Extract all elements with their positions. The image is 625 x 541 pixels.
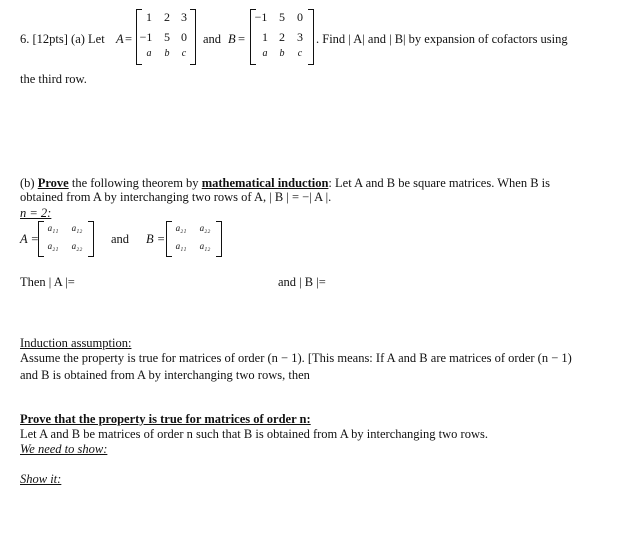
matrix-b-cell: 5: [279, 10, 285, 24]
matrix-b-name: B: [228, 32, 236, 46]
small-matrix-b-cell: a₁₂: [199, 241, 211, 251]
induction-heading: Induction assumption:: [20, 336, 132, 350]
matrix-b-cell: 1: [262, 30, 268, 44]
and-label-small: and: [111, 232, 130, 246]
matrix-a-cell: c: [181, 48, 187, 59]
matrix-a-cell: 1: [146, 10, 152, 24]
matrix-b-cell: 3: [297, 30, 303, 44]
prove-heading: Prove that the property is true for matrices of order n:: [20, 412, 311, 426]
small-matrix-a-cell: a₂₂: [71, 241, 83, 251]
base-case-label: n = 2:: [20, 206, 52, 220]
matrix-b-cell: a: [262, 48, 268, 59]
small-matrix-b-name: B =: [146, 232, 166, 246]
small-matrix-a-cell: a₁₂: [71, 223, 83, 233]
and-label: and: [203, 32, 222, 46]
part-a-instruction: . Find | A| and | B| by expansion of cofactors using: [316, 32, 568, 46]
matrix-b-cell: b: [279, 48, 285, 59]
method-name: mathematical induction: [201, 176, 329, 190]
small-matrix-a-name: A =: [20, 232, 39, 246]
problem-label: 6. [12pts] (a) Let: [20, 32, 105, 46]
small-matrix-a-cell: a₁₁: [47, 223, 59, 233]
matrix-b-cell: 2: [279, 30, 285, 44]
small-matrix-a-cell: a₂₁: [47, 241, 59, 251]
intro-middle: the following theorem by: [68, 176, 202, 190]
matrix-b-cell: c: [297, 48, 303, 59]
then-det-a: Then | A |=: [20, 275, 75, 289]
matrix-a: [136, 9, 196, 65]
equals-sign-b: =: [238, 32, 246, 46]
matrix-a-cell: 0: [181, 30, 187, 44]
matrix-a-cell: 2: [164, 10, 170, 24]
matrix-a-cell: −1: [139, 30, 153, 44]
matrix-b-cell: 0: [297, 10, 303, 24]
matrix-a-cell: 3: [181, 10, 187, 24]
small-matrix-b-cell: a₁₁: [175, 241, 187, 251]
prove-word: Prove: [37, 176, 69, 190]
equals-sign-a: =: [125, 32, 133, 46]
det-b-label: and | B |=: [278, 275, 326, 289]
induction-line2: and B is obtained from A by interchanging two rows, then: [20, 368, 310, 382]
small-matrix-b: [166, 221, 222, 257]
matrix-a-cell: b: [164, 48, 170, 59]
small-matrix-b-cell: a₂₂: [199, 223, 211, 233]
matrix-a-cell: 5: [164, 30, 170, 44]
part-b-intro: [20, 176, 550, 191]
matrix-b: [250, 9, 314, 65]
part-b-label: (b): [20, 176, 38, 190]
prove-line1: Let A and B be matrices of order n such that B is obtained from A by interchanging two rows.: [20, 427, 488, 441]
need-to-show: We need to show:: [20, 442, 108, 456]
matrix-a-cell: a: [146, 48, 152, 59]
small-matrix-b-cell: a₂₁: [175, 223, 187, 233]
part-a-instruction-cont: the third row.: [20, 72, 87, 86]
show-it-label: Show it:: [20, 472, 62, 486]
matrix-b-cell: −1: [254, 10, 268, 24]
small-matrix-a: [38, 221, 94, 257]
matrix-a-name: A: [116, 32, 124, 46]
induction-line1: Assume the property is true for matrices of order (n − 1). [This means: If A and B are matrices of order (n − 1): [20, 351, 572, 365]
part-b-line2: obtained from A by interchanging two rows of A, | B | = −| A |.: [20, 190, 332, 204]
intro-suffix: : Let A and B be square matrices. When B is: [328, 176, 551, 190]
